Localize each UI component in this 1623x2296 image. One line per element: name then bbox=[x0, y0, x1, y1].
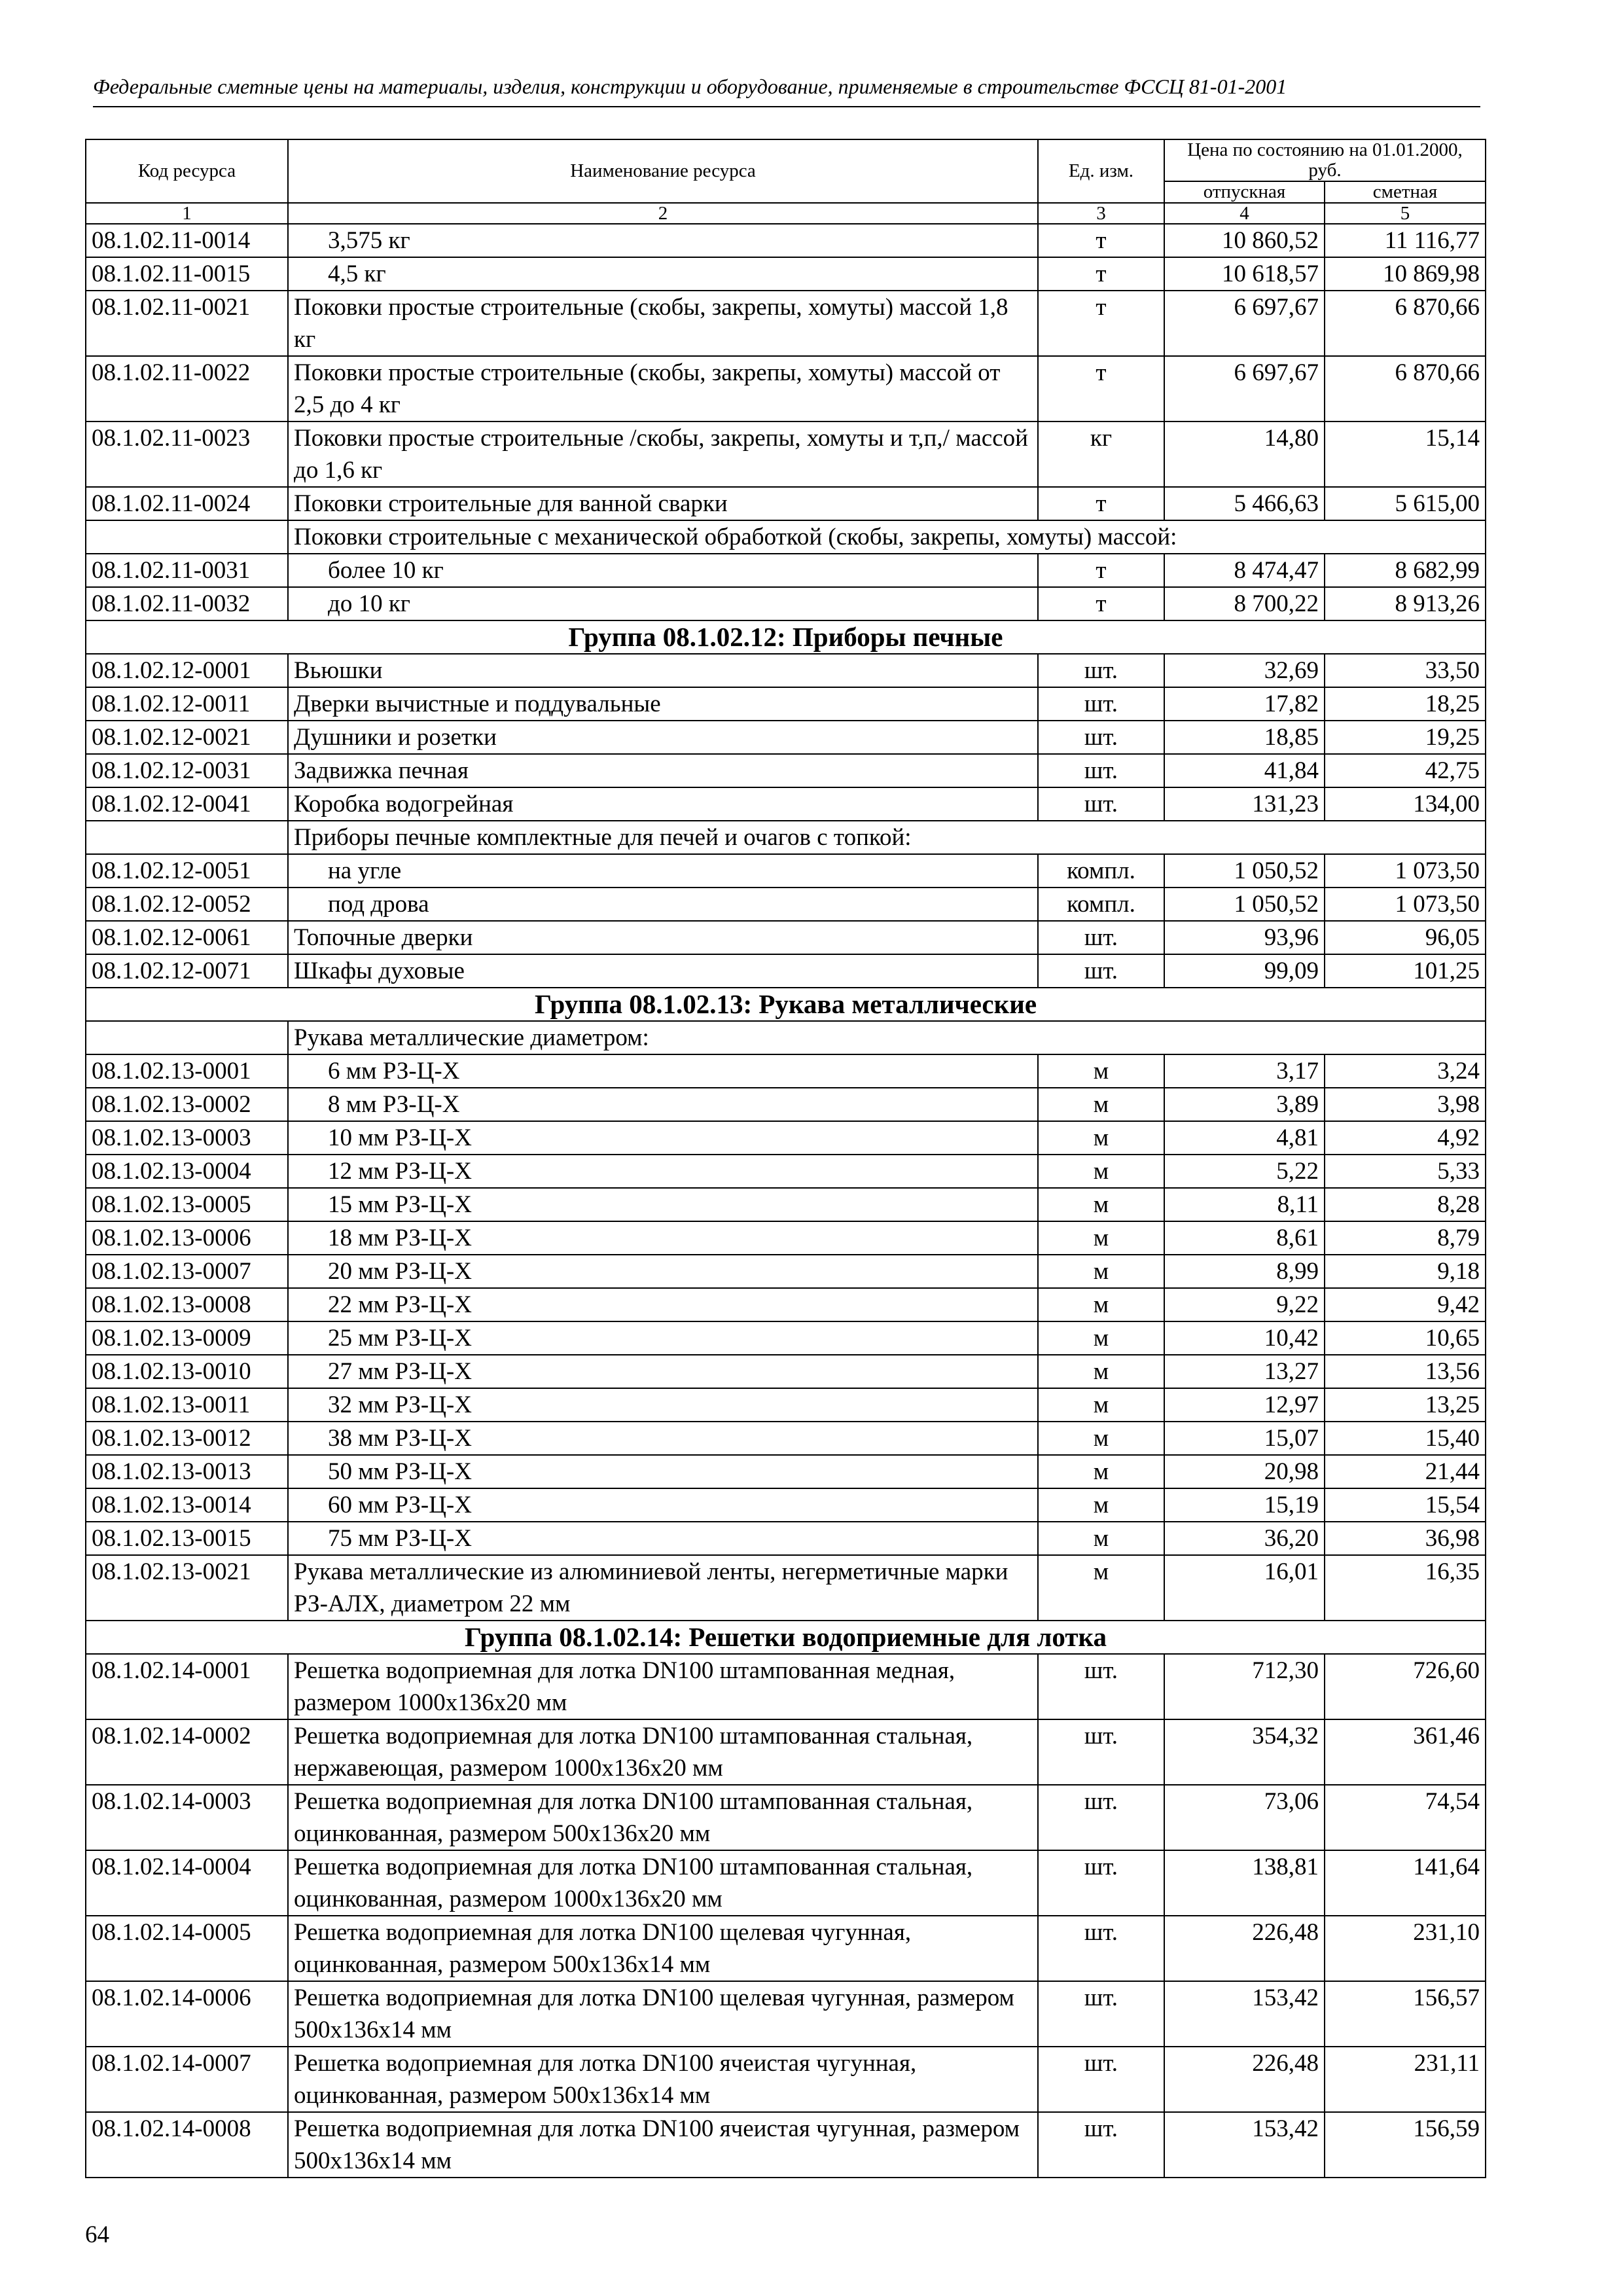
cell-estimate-price: 13,25 bbox=[1325, 1388, 1486, 1422]
cell-estimate-price: 74,54 bbox=[1325, 1785, 1486, 1850]
table-row bbox=[86, 1355, 1486, 1388]
table-row bbox=[86, 487, 1486, 520]
cell-release-price: 1 050,52 bbox=[1164, 854, 1325, 888]
group-title: Группа 08.1.02.12: Приборы печные bbox=[86, 620, 1486, 654]
cell-release-price: 8 700,22 bbox=[1164, 587, 1325, 620]
column-header-estimate: сметная bbox=[1325, 181, 1486, 203]
cell-release-price: 3,89 bbox=[1164, 1088, 1325, 1121]
cell-unit: шт. bbox=[1038, 2112, 1164, 2178]
cell-name: 50 мм РЗ-Ц-Х bbox=[288, 1455, 1038, 1488]
cell-estimate-price: 156,59 bbox=[1325, 2112, 1486, 2178]
cell-code: 08.1.02.11-0021 bbox=[86, 291, 288, 356]
price-table bbox=[85, 139, 1486, 2178]
group-title-row bbox=[86, 1621, 1486, 1654]
cell-estimate-price: 726,60 bbox=[1325, 1654, 1486, 1719]
cell-code: 08.1.02.13-0013 bbox=[86, 1455, 288, 1488]
cell-estimate-price: 9,18 bbox=[1325, 1255, 1486, 1288]
table-row bbox=[86, 1088, 1486, 1121]
table-row bbox=[86, 854, 1486, 888]
cell-name: 15 мм РЗ-Ц-Х bbox=[288, 1188, 1038, 1221]
table-body bbox=[86, 224, 1486, 2178]
cell-unit: компл. bbox=[1038, 854, 1164, 888]
column-number-row bbox=[86, 203, 1486, 224]
column-number: 1 bbox=[86, 203, 288, 224]
table-row bbox=[86, 1288, 1486, 1321]
cell-code: 08.1.02.13-0015 bbox=[86, 1522, 288, 1555]
table-row bbox=[86, 554, 1486, 587]
cell-code: 08.1.02.13-0002 bbox=[86, 1088, 288, 1121]
cell-release-price: 15,07 bbox=[1164, 1422, 1325, 1455]
cell-unit: м bbox=[1038, 1088, 1164, 1121]
cell-estimate-price: 15,14 bbox=[1325, 422, 1486, 487]
cell-code bbox=[86, 1021, 288, 1054]
cell-name: Поковки простые строительные /скобы, закрепы, хомуты и т,п,/ массой до 1,6 кг bbox=[288, 422, 1038, 487]
cell-unit: м bbox=[1038, 1188, 1164, 1221]
cell-release-price: 226,48 bbox=[1164, 1916, 1325, 1981]
cell-code: 08.1.02.14-0005 bbox=[86, 1916, 288, 1981]
cell-unit: т bbox=[1038, 587, 1164, 620]
cell-estimate-price: 361,46 bbox=[1325, 1719, 1486, 1785]
cell-release-price: 99,09 bbox=[1164, 954, 1325, 988]
cell-unit: шт. bbox=[1038, 654, 1164, 687]
cell-estimate-price: 6 870,66 bbox=[1325, 356, 1486, 422]
cell-name: Решетка водоприемная для лотка DN100 штампованная медная, размером 1000х136х20 мм bbox=[288, 1654, 1038, 1719]
cell-unit: м bbox=[1038, 1388, 1164, 1422]
cell-unit: шт. bbox=[1038, 1654, 1164, 1719]
table-row bbox=[86, 1850, 1486, 1916]
cell-name: 8 мм РЗ-Ц-Х bbox=[288, 1088, 1038, 1121]
cell-release-price: 8,99 bbox=[1164, 1255, 1325, 1288]
cell-unit: шт. bbox=[1038, 1719, 1164, 1785]
table-header-row bbox=[86, 139, 1486, 181]
cell-code: 08.1.02.13-0014 bbox=[86, 1488, 288, 1522]
page-number: 64 bbox=[85, 2221, 109, 2248]
cell-code: 08.1.02.12-0051 bbox=[86, 854, 288, 888]
cell-estimate-price: 231,10 bbox=[1325, 1916, 1486, 1981]
table-row bbox=[86, 1981, 1486, 2047]
cell-unit: м bbox=[1038, 1255, 1164, 1288]
cell-unit: шт. bbox=[1038, 954, 1164, 988]
cell-release-price: 153,42 bbox=[1164, 1981, 1325, 2047]
cell-code: 08.1.02.13-0003 bbox=[86, 1121, 288, 1155]
table-row bbox=[86, 1488, 1486, 1522]
cell-estimate-price: 15,54 bbox=[1325, 1488, 1486, 1522]
column-number: 3 bbox=[1038, 203, 1164, 224]
column-number: 5 bbox=[1325, 203, 1486, 224]
cell-estimate-price: 3,98 bbox=[1325, 1088, 1486, 1121]
cell-unit: шт. bbox=[1038, 1785, 1164, 1850]
cell-release-price: 10 618,57 bbox=[1164, 257, 1325, 291]
column-header-code: Код ресурса bbox=[86, 139, 288, 203]
cell-code: 08.1.02.14-0008 bbox=[86, 2112, 288, 2178]
table-row bbox=[86, 2047, 1486, 2112]
cell-release-price: 3,17 bbox=[1164, 1054, 1325, 1088]
cell-release-price: 20,98 bbox=[1164, 1455, 1325, 1488]
cell-unit: м bbox=[1038, 1455, 1164, 1488]
cell-name: Решетка водоприемная для лотка DN100 ячеистая чугунная, оцинкованная, размером 500х136х14 мм bbox=[288, 2047, 1038, 2112]
cell-estimate-price: 8,28 bbox=[1325, 1188, 1486, 1221]
cell-name: на угле bbox=[288, 854, 1038, 888]
cell-estimate-price: 101,25 bbox=[1325, 954, 1486, 988]
cell-unit: шт. bbox=[1038, 1916, 1164, 1981]
cell-code: 08.1.02.12-0061 bbox=[86, 921, 288, 954]
column-header-name: Наименование ресурса bbox=[288, 139, 1038, 203]
cell-code bbox=[86, 520, 288, 554]
cell-estimate-price: 33,50 bbox=[1325, 654, 1486, 687]
cell-code: 08.1.02.14-0004 bbox=[86, 1850, 288, 1916]
cell-name: 27 мм РЗ-Ц-Х bbox=[288, 1355, 1038, 1388]
subheader-row bbox=[86, 520, 1486, 554]
cell-code: 08.1.02.12-0001 bbox=[86, 654, 288, 687]
cell-name: Решетка водоприемная для лотка DN100 ячеистая чугунная, размером 500х136х14 мм bbox=[288, 2112, 1038, 2178]
table-row bbox=[86, 1422, 1486, 1455]
cell-code: 08.1.02.12-0021 bbox=[86, 721, 288, 754]
cell-name: 12 мм РЗ-Ц-Х bbox=[288, 1155, 1038, 1188]
subheader-text: Рукава металлические диаметром: bbox=[288, 1021, 1486, 1054]
cell-unit: шт. bbox=[1038, 754, 1164, 787]
cell-estimate-price: 5 615,00 bbox=[1325, 487, 1486, 520]
cell-name: Дверки вычистные и поддувальные bbox=[288, 687, 1038, 721]
cell-estimate-price: 18,25 bbox=[1325, 687, 1486, 721]
table-row bbox=[86, 1121, 1486, 1155]
table-row bbox=[86, 954, 1486, 988]
cell-estimate-price: 8 913,26 bbox=[1325, 587, 1486, 620]
cell-estimate-price: 10 869,98 bbox=[1325, 257, 1486, 291]
cell-estimate-price: 141,64 bbox=[1325, 1850, 1486, 1916]
cell-unit: шт. bbox=[1038, 787, 1164, 821]
cell-unit: м bbox=[1038, 1221, 1164, 1255]
cell-unit: м bbox=[1038, 1522, 1164, 1555]
cell-unit: шт. bbox=[1038, 721, 1164, 754]
cell-code: 08.1.02.13-0006 bbox=[86, 1221, 288, 1255]
cell-release-price: 138,81 bbox=[1164, 1850, 1325, 1916]
cell-name: Рукава металлические из алюминиевой ленты, негерметичные марки РЗ-АЛХ, диаметром 22 мм bbox=[288, 1555, 1038, 1621]
cell-release-price: 17,82 bbox=[1164, 687, 1325, 721]
cell-estimate-price: 5,33 bbox=[1325, 1155, 1486, 1188]
cell-code: 08.1.02.13-0012 bbox=[86, 1422, 288, 1455]
cell-code: 08.1.02.11-0023 bbox=[86, 422, 288, 487]
cell-estimate-price: 9,42 bbox=[1325, 1288, 1486, 1321]
cell-unit: шт. bbox=[1038, 1981, 1164, 2047]
cell-unit: м bbox=[1038, 1422, 1164, 1455]
cell-code: 08.1.02.12-0011 bbox=[86, 687, 288, 721]
cell-release-price: 32,69 bbox=[1164, 654, 1325, 687]
table-row bbox=[86, 687, 1486, 721]
cell-code: 08.1.02.13-0009 bbox=[86, 1321, 288, 1355]
group-title-row bbox=[86, 988, 1486, 1021]
cell-unit: кг bbox=[1038, 422, 1164, 487]
cell-unit: м bbox=[1038, 1288, 1164, 1321]
cell-release-price: 5,22 bbox=[1164, 1155, 1325, 1188]
table-row bbox=[86, 422, 1486, 487]
cell-estimate-price: 6 870,66 bbox=[1325, 291, 1486, 356]
table-row bbox=[86, 1455, 1486, 1488]
cell-unit: шт. bbox=[1038, 921, 1164, 954]
table-row bbox=[86, 356, 1486, 422]
cell-name: Душники и розетки bbox=[288, 721, 1038, 754]
table-row bbox=[86, 1654, 1486, 1719]
cell-release-price: 9,22 bbox=[1164, 1288, 1325, 1321]
column-header-unit: Ед. изм. bbox=[1038, 139, 1164, 203]
cell-estimate-price: 156,57 bbox=[1325, 1981, 1486, 2047]
table-row bbox=[86, 2112, 1486, 2178]
cell-code bbox=[86, 821, 288, 854]
cell-unit: шт. bbox=[1038, 687, 1164, 721]
cell-release-price: 13,27 bbox=[1164, 1355, 1325, 1388]
cell-name: Поковки строительные для ванной сварки bbox=[288, 487, 1038, 520]
group-title-row bbox=[86, 620, 1486, 654]
cell-name: 6 мм РЗ-Ц-Х bbox=[288, 1054, 1038, 1088]
cell-release-price: 153,42 bbox=[1164, 2112, 1325, 2178]
cell-release-price: 8,61 bbox=[1164, 1221, 1325, 1255]
table-row bbox=[86, 654, 1486, 687]
cell-release-price: 12,97 bbox=[1164, 1388, 1325, 1422]
cell-estimate-price: 1 073,50 bbox=[1325, 888, 1486, 921]
cell-estimate-price: 16,35 bbox=[1325, 1555, 1486, 1621]
cell-unit: м bbox=[1038, 1155, 1164, 1188]
cell-unit: т bbox=[1038, 257, 1164, 291]
cell-code: 08.1.02.13-0021 bbox=[86, 1555, 288, 1621]
cell-release-price: 1 050,52 bbox=[1164, 888, 1325, 921]
table-row bbox=[86, 587, 1486, 620]
table-row bbox=[86, 787, 1486, 821]
subheader-row bbox=[86, 821, 1486, 854]
cell-name: 38 мм РЗ-Ц-Х bbox=[288, 1422, 1038, 1455]
table-row bbox=[86, 224, 1486, 257]
cell-name: Решетка водоприемная для лотка DN100 щелевая чугунная, размером 500х136х14 мм bbox=[288, 1981, 1038, 2047]
cell-code: 08.1.02.14-0007 bbox=[86, 2047, 288, 2112]
cell-estimate-price: 19,25 bbox=[1325, 721, 1486, 754]
cell-release-price: 15,19 bbox=[1164, 1488, 1325, 1522]
cell-unit: т bbox=[1038, 487, 1164, 520]
table-row bbox=[86, 721, 1486, 754]
table-row bbox=[86, 1719, 1486, 1785]
cell-release-price: 8,11 bbox=[1164, 1188, 1325, 1221]
table-row bbox=[86, 1555, 1486, 1621]
cell-name: 22 мм РЗ-Ц-Х bbox=[288, 1288, 1038, 1321]
cell-code: 08.1.02.13-0004 bbox=[86, 1155, 288, 1188]
cell-name: Задвижка печная bbox=[288, 754, 1038, 787]
cell-unit: т bbox=[1038, 291, 1164, 356]
cell-estimate-price: 8,79 bbox=[1325, 1221, 1486, 1255]
cell-code: 08.1.02.13-0011 bbox=[86, 1388, 288, 1422]
cell-name: Вьюшки bbox=[288, 654, 1038, 687]
cell-unit: компл. bbox=[1038, 888, 1164, 921]
cell-name: 10 мм РЗ-Ц-Х bbox=[288, 1121, 1038, 1155]
cell-code: 08.1.02.13-0001 bbox=[86, 1054, 288, 1088]
cell-name: 32 мм РЗ-Ц-Х bbox=[288, 1388, 1038, 1422]
cell-release-price: 18,85 bbox=[1164, 721, 1325, 754]
cell-estimate-price: 8 682,99 bbox=[1325, 554, 1486, 587]
cell-name: Решетка водоприемная для лотка DN100 штампованная стальная, оцинкованная, размером 500х136х20 мм bbox=[288, 1785, 1038, 1850]
cell-release-price: 73,06 bbox=[1164, 1785, 1325, 1850]
cell-code: 08.1.02.14-0002 bbox=[86, 1719, 288, 1785]
cell-estimate-price: 36,98 bbox=[1325, 1522, 1486, 1555]
cell-code: 08.1.02.13-0010 bbox=[86, 1355, 288, 1388]
table-row bbox=[86, 921, 1486, 954]
table-row bbox=[86, 1522, 1486, 1555]
table-row bbox=[86, 1155, 1486, 1188]
cell-release-price: 5 466,63 bbox=[1164, 487, 1325, 520]
cell-release-price: 131,23 bbox=[1164, 787, 1325, 821]
table-row bbox=[86, 1054, 1486, 1088]
subheader-row bbox=[86, 1021, 1486, 1054]
cell-unit: м bbox=[1038, 1321, 1164, 1355]
column-number: 4 bbox=[1164, 203, 1325, 224]
cell-release-price: 10,42 bbox=[1164, 1321, 1325, 1355]
cell-estimate-price: 11 116,77 bbox=[1325, 224, 1486, 257]
cell-code: 08.1.02.11-0022 bbox=[86, 356, 288, 422]
cell-code: 08.1.02.13-0005 bbox=[86, 1188, 288, 1221]
cell-code: 08.1.02.13-0007 bbox=[86, 1255, 288, 1288]
cell-code: 08.1.02.11-0014 bbox=[86, 224, 288, 257]
cell-release-price: 93,96 bbox=[1164, 921, 1325, 954]
cell-name: 18 мм РЗ-Ц-Х bbox=[288, 1221, 1038, 1255]
cell-name: 20 мм РЗ-Ц-Х bbox=[288, 1255, 1038, 1288]
subheader-text: Поковки строительные с механической обработкой (скобы, закрепы, хомуты) массой: bbox=[288, 520, 1486, 554]
cell-estimate-price: 4,92 bbox=[1325, 1121, 1486, 1155]
cell-release-price: 14,80 bbox=[1164, 422, 1325, 487]
table-row bbox=[86, 257, 1486, 291]
cell-release-price: 6 697,67 bbox=[1164, 291, 1325, 356]
cell-estimate-price: 134,00 bbox=[1325, 787, 1486, 821]
cell-unit: м bbox=[1038, 1121, 1164, 1155]
group-title: Группа 08.1.02.14: Решетки водоприемные для лотка bbox=[86, 1621, 1486, 1654]
cell-name: под дрова bbox=[288, 888, 1038, 921]
cell-code: 08.1.02.12-0041 bbox=[86, 787, 288, 821]
cell-code: 08.1.02.11-0031 bbox=[86, 554, 288, 587]
cell-release-price: 41,84 bbox=[1164, 754, 1325, 787]
running-header: Федеральные сметные цены на материалы, изделия, конструкции и оборудование, применяемые в строительстве ФССЦ 81-01-2001 bbox=[93, 75, 1287, 98]
cell-name: Поковки простые строительные (скобы, закрепы, хомуты) массой от 2,5 до 4 кг bbox=[288, 356, 1038, 422]
cell-unit: шт. bbox=[1038, 2047, 1164, 2112]
cell-release-price: 4,81 bbox=[1164, 1121, 1325, 1155]
cell-name: Шкафы духовые bbox=[288, 954, 1038, 988]
subheader-text: Приборы печные комплектные для печей и очагов с топкой: bbox=[288, 821, 1486, 854]
table-row bbox=[86, 1255, 1486, 1288]
table-row bbox=[86, 1321, 1486, 1355]
cell-name: 75 мм РЗ-Ц-Х bbox=[288, 1522, 1038, 1555]
cell-code: 08.1.02.14-0001 bbox=[86, 1654, 288, 1719]
column-number: 2 bbox=[288, 203, 1038, 224]
column-header-release: отпускная bbox=[1164, 181, 1325, 203]
table-row bbox=[86, 888, 1486, 921]
cell-unit: т bbox=[1038, 554, 1164, 587]
cell-estimate-price: 13,56 bbox=[1325, 1355, 1486, 1388]
cell-release-price: 6 697,67 bbox=[1164, 356, 1325, 422]
cell-unit: т bbox=[1038, 224, 1164, 257]
cell-release-price: 354,32 bbox=[1164, 1719, 1325, 1785]
cell-estimate-price: 3,24 bbox=[1325, 1054, 1486, 1088]
cell-code: 08.1.02.13-0008 bbox=[86, 1288, 288, 1321]
cell-code: 08.1.02.14-0003 bbox=[86, 1785, 288, 1850]
cell-name: Коробка водогрейная bbox=[288, 787, 1038, 821]
table-row bbox=[86, 291, 1486, 356]
cell-release-price: 712,30 bbox=[1164, 1654, 1325, 1719]
cell-name: Решетка водоприемная для лотка DN100 штампованная стальная, оцинкованная, размером 1000х136х20 мм bbox=[288, 1850, 1038, 1916]
cell-release-price: 8 474,47 bbox=[1164, 554, 1325, 587]
cell-estimate-price: 231,11 bbox=[1325, 2047, 1486, 2112]
cell-estimate-price: 42,75 bbox=[1325, 754, 1486, 787]
cell-code: 08.1.02.11-0024 bbox=[86, 487, 288, 520]
cell-estimate-price: 10,65 bbox=[1325, 1321, 1486, 1355]
cell-name: Решетка водоприемная для лотка DN100 штампованная стальная, нержавеющая, размером 1000х136х20 мм bbox=[288, 1719, 1038, 1785]
cell-unit: м bbox=[1038, 1488, 1164, 1522]
group-title: Группа 08.1.02.13: Рукава металлические bbox=[86, 988, 1486, 1021]
cell-code: 08.1.02.14-0006 bbox=[86, 1981, 288, 2047]
cell-unit: м bbox=[1038, 1054, 1164, 1088]
header-rule bbox=[93, 106, 1480, 107]
table-row bbox=[86, 1388, 1486, 1422]
cell-unit: м bbox=[1038, 1555, 1164, 1621]
table-row bbox=[86, 1188, 1486, 1221]
cell-name: 25 мм РЗ-Ц-Х bbox=[288, 1321, 1038, 1355]
cell-unit: м bbox=[1038, 1355, 1164, 1388]
cell-code: 08.1.02.11-0032 bbox=[86, 587, 288, 620]
cell-estimate-price: 1 073,50 bbox=[1325, 854, 1486, 888]
cell-code: 08.1.02.12-0031 bbox=[86, 754, 288, 787]
cell-unit: шт. bbox=[1038, 1850, 1164, 1916]
cell-release-price: 10 860,52 bbox=[1164, 224, 1325, 257]
cell-name: Решетка водоприемная для лотка DN100 щелевая чугунная, оцинкованная, размером 500х136х14 мм bbox=[288, 1916, 1038, 1981]
cell-code: 08.1.02.12-0071 bbox=[86, 954, 288, 988]
cell-code: 08.1.02.11-0015 bbox=[86, 257, 288, 291]
cell-name: Поковки простые строительные (скобы, закрепы, хомуты) массой 1,8 кг bbox=[288, 291, 1038, 356]
table-row bbox=[86, 1221, 1486, 1255]
cell-name: 4,5 кг bbox=[288, 257, 1038, 291]
cell-name: 60 мм РЗ-Ц-Х bbox=[288, 1488, 1038, 1522]
cell-estimate-price: 15,40 bbox=[1325, 1422, 1486, 1455]
cell-name: более 10 кг bbox=[288, 554, 1038, 587]
cell-name: Топочные дверки bbox=[288, 921, 1038, 954]
column-header-price: Цена по состоянию на 01.01.2000, руб. bbox=[1164, 139, 1486, 181]
cell-estimate-price: 96,05 bbox=[1325, 921, 1486, 954]
cell-release-price: 16,01 bbox=[1164, 1555, 1325, 1621]
cell-release-price: 226,48 bbox=[1164, 2047, 1325, 2112]
table-row bbox=[86, 754, 1486, 787]
cell-name: до 10 кг bbox=[288, 587, 1038, 620]
table-row bbox=[86, 1785, 1486, 1850]
cell-code: 08.1.02.12-0052 bbox=[86, 888, 288, 921]
cell-estimate-price: 21,44 bbox=[1325, 1455, 1486, 1488]
cell-release-price: 36,20 bbox=[1164, 1522, 1325, 1555]
cell-unit: т bbox=[1038, 356, 1164, 422]
table-row bbox=[86, 1916, 1486, 1981]
cell-name: 3,575 кг bbox=[288, 224, 1038, 257]
